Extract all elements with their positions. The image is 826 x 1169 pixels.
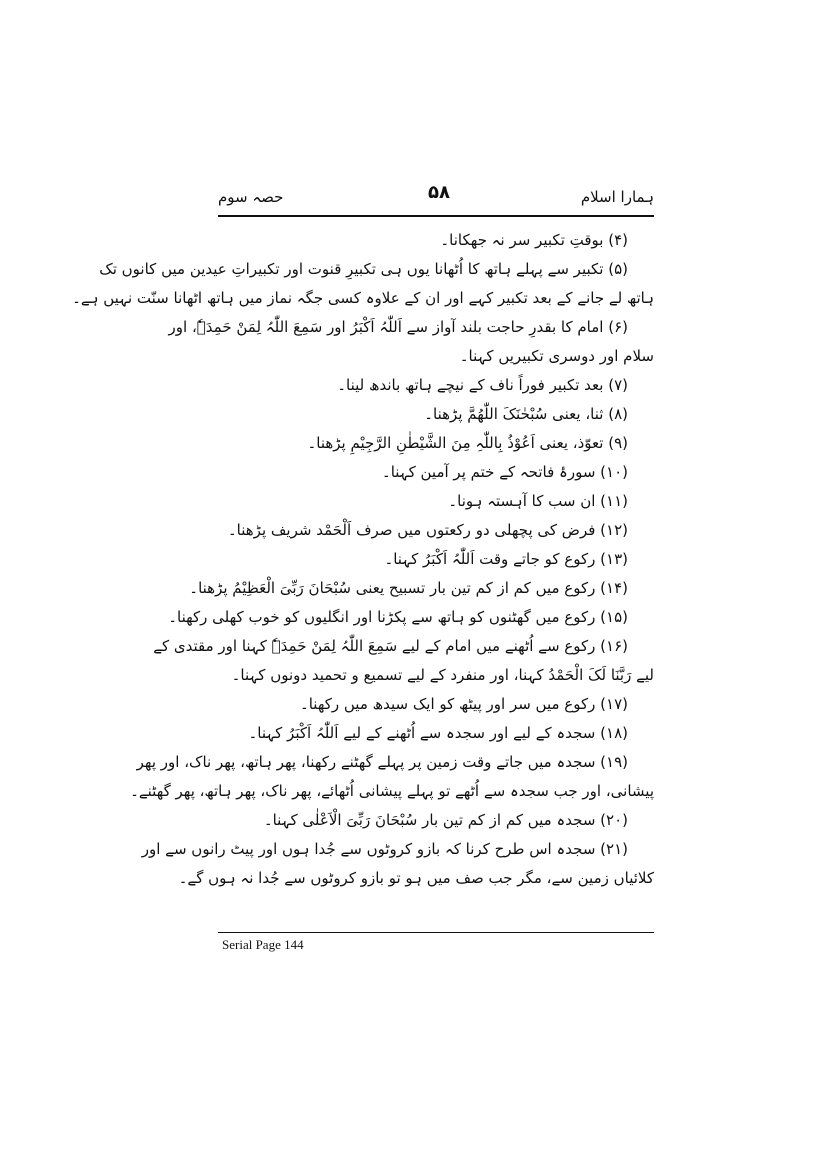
text-line: (۱۵) رکوع میں گھٹنوں کو ہاتھ سے پکڑنا اور انگلیوں کو خوب کھلی رکھنا۔ <box>168 608 628 626</box>
text-line: (۱۸) سجدہ کے لیے اور سجدہ سے اُٹھنے کے لیے اَللّٰہُ اَکْبَرُ کہنا۔ <box>248 724 628 742</box>
text-line: (۲۱) سجدہ اس طرح کرنا کہ بازو کروٹوں سے جُدا ہوں اور پیٹ رانوں سے اور <box>141 840 628 858</box>
header-rule <box>218 215 654 217</box>
text-line: (۲۰) سجدہ میں کم از کم تین بار سُبْحَانَ رَبِّیَ الْاَعْلٰی کہنا۔ <box>263 811 628 829</box>
text-line: (۱۷) رکوع میں سر اور پیٹھ کو ایک سیدھ میں رکھنا۔ <box>299 695 628 713</box>
text-line: کلائیاں زمین سے، مگر جب صف میں ہو تو بازو کروٹوں سے جُدا نہ ہوں گے۔ <box>178 869 654 887</box>
text-line: (۷) بعد تکبیر فوراً ناف کے نیچے ہاتھ باندھ لینا۔ <box>337 376 628 394</box>
section-label: حصہ سوم <box>218 188 284 206</box>
page-number: ۵۸ <box>428 182 450 203</box>
page-header <box>218 182 654 212</box>
text-line: (۴) بوقتِ تکبیر سر نہ جھکانا۔ <box>440 231 628 249</box>
text-line: (۱۱) ان سب کا آہستہ ہونا۔ <box>448 492 628 510</box>
text-line: ہاتھ لے جانے کے بعد تکبیر کہے اور ان کے علاوہ کسی جگہ نماز میں ہاتھ اٹھانا سنّت نہیں ہے۔ <box>72 289 654 307</box>
text-line: (۱۹) سجدہ میں جاتے وقت زمین پر پہلے گھٹنے رکھنا، پھر ہاتھ، پھر ناک، اور پھر <box>136 753 628 771</box>
footer-rule <box>218 932 654 933</box>
text-line: (۸) ثنا، یعنی سُبْحٰنَکَ اللّٰھُمَّ پڑھنا۔ <box>424 405 628 423</box>
text-line: پیشانی، اور جب سجدہ سے اُٹھے تو پہلے پیشانی اُٹھائے، پھر ناک، پھر ہاتھ، پھر گھٹنے۔ <box>130 782 654 800</box>
book-title: ہمارا اسلام <box>580 188 654 206</box>
text-line: (۶) امام کا بقدرِ حاجت بلند آواز سے اَللّٰہُ اَکْبَرُ اور سَمِعَ اللّٰہُ لِمَنْ حَمِدَہٗ، اور <box>168 318 628 336</box>
serial-page-label: Serial Page 144 <box>222 937 304 952</box>
text-line: سلام اور دوسری تکبیریں کہنا۔ <box>459 347 654 365</box>
text-line: (۱۳) رکوع کو جاتے وقت اَللّٰہُ اَکْبَرُ کہنا۔ <box>384 550 628 568</box>
page-body <box>72 226 654 893</box>
text-line: (۵) تکبیر سے پہلے ہاتھ کا اُٹھانا یوں ہی تکبیرِ قنوت اور تکبیراتِ عیدین میں کانوں تک <box>99 260 628 278</box>
text-line: (۱۴) رکوع میں کم از کم تین بار تسبیح یعنی سُبْحَانَ رَبِّیَ الْعَظِیْمُ پڑھنا۔ <box>189 579 628 597</box>
text-line: (۱۶) رکوع سے اُٹھنے میں امام کے لیے سَمِعَ اللّٰہُ لِمَنْ حَمِدَہٗ کہنا اور مقتدی کے <box>153 637 628 655</box>
text-line: (۹) تعوّذ، یعنی اَعُوْذُ بِاللّٰہِ مِنَ الشَّیْطٰنِ الرَّجِیْمِ پڑھنا۔ <box>307 434 628 452</box>
text-line: (۱۲) فرض کی پچھلی دو رکعتوں میں صرف اَلْحَمْد شریف پڑھنا۔ <box>227 521 628 539</box>
text-line: لیے رَبَّنَا لَکَ الْحَمْدُ کہنا، اور منفرد کے لیے تسمیع و تحمید دونوں کہنا۔ <box>231 666 654 684</box>
text-line: (۱۰) سورۂ فاتحہ کے ختم پر آمین کہنا۔ <box>381 463 628 481</box>
